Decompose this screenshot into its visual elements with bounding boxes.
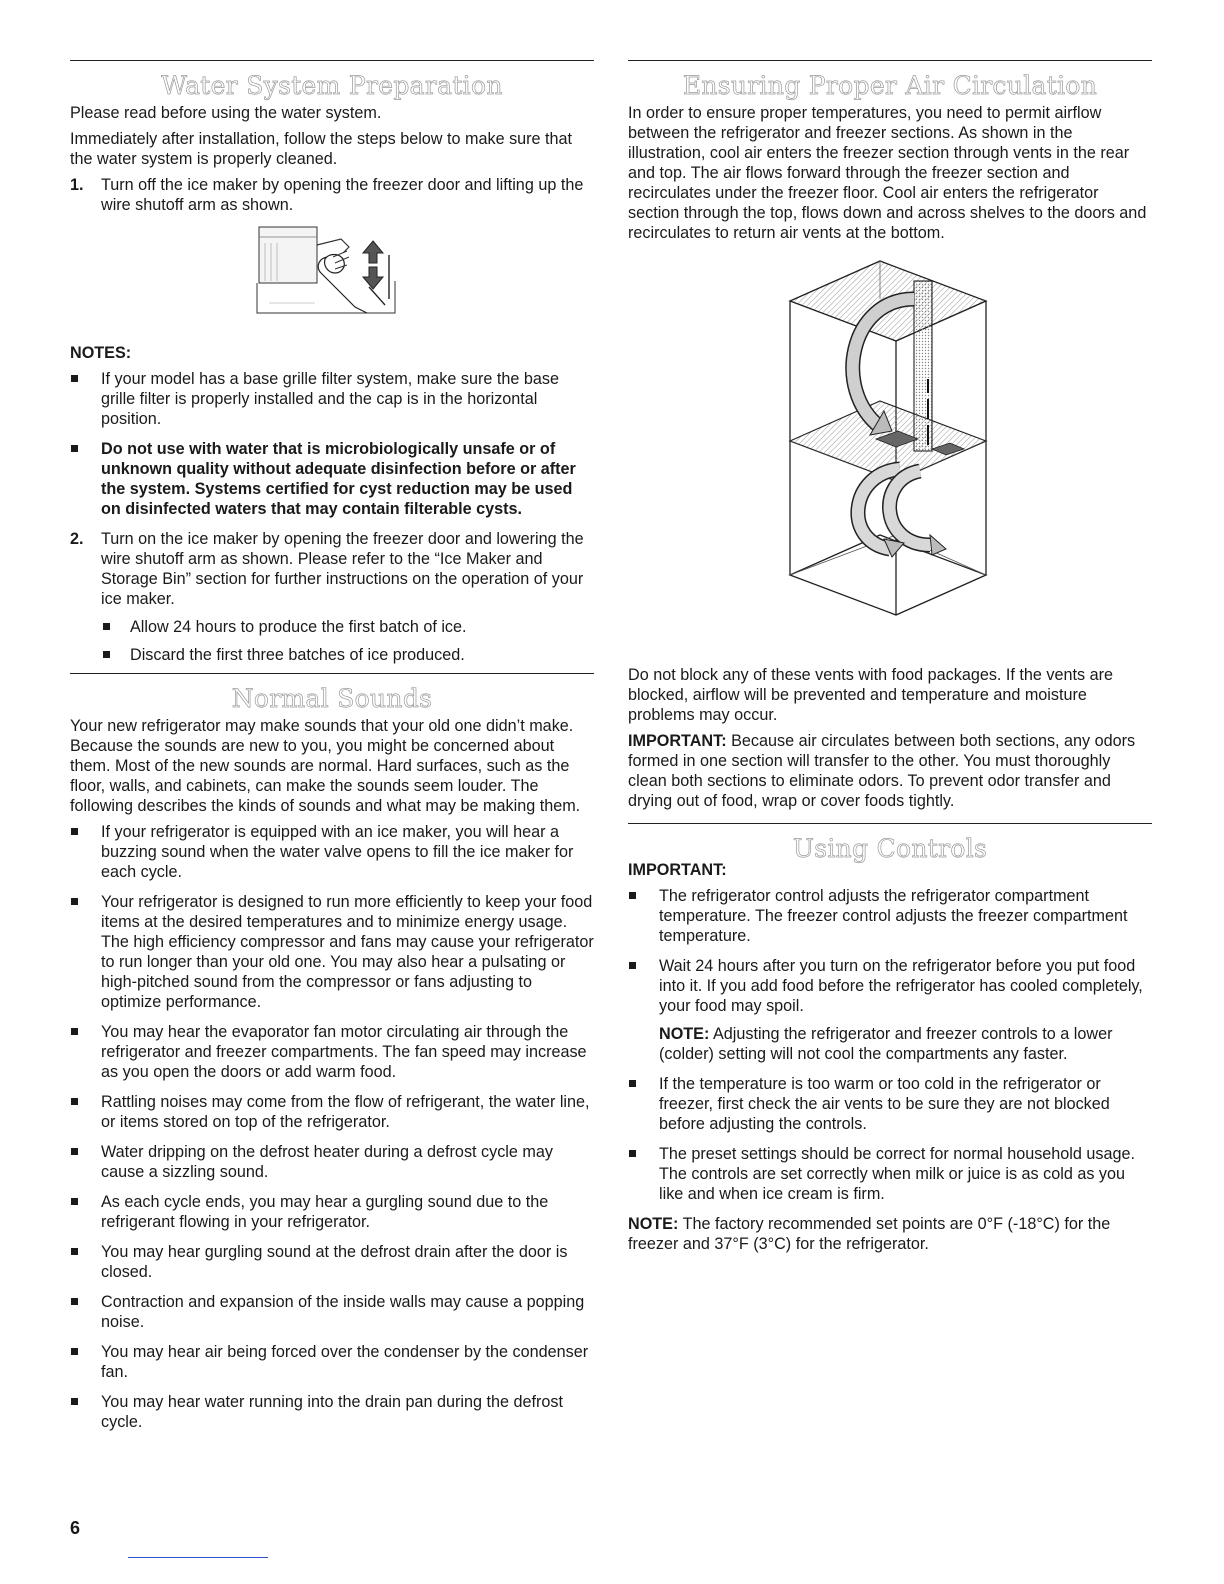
step-1-text: Turn off the ice maker by opening the freezer door and lifting up the wire shutoff arm as shown.: [101, 176, 584, 214]
normal-sounds-title: Normal Sounds: [231, 684, 433, 713]
controls-inner-note: [628, 1024, 1152, 1064]
step-2: [70, 529, 594, 665]
note-text: The factory recommended set points are 0°F (-18°C) for the freezer and 37°F (3°C) for the refrigerator.: [628, 1215, 1111, 1253]
ice-maker-illustration: [70, 223, 594, 333]
sound-item: You may hear air being forced over the condenser by the condenser fan.: [70, 1342, 594, 1382]
water-steps-continued: [70, 529, 594, 665]
sound-item: You may hear the evaporator fan motor circulating air through the refrigerator and freezer compartments. The fan speed may increase as you open the doors or add warm food.: [70, 1022, 594, 1082]
sound-item: Water dripping on the defrost heater during a defrost cycle may cause a sizzling sound.: [70, 1142, 594, 1182]
sound-item: You may hear gurgling sound at the defrost drain after the door is closed.: [70, 1242, 594, 1282]
notes-list: [70, 369, 594, 519]
air-after-text: Do not block any of these vents with food packages. If the vents are blocked, airflow will be prevented and temperature and moisture problems may occur.: [628, 666, 1114, 724]
step-1-number: 1.: [70, 176, 84, 194]
section-rule: [628, 60, 1152, 61]
sound-item: If your refrigerator is equipped with an ice maker, you will hear a buzzing sound when the water valve opens to fill the ice maker for each cycle.: [70, 822, 594, 882]
sounds-intro: Your new refrigerator may make sounds that your old one didn’t make. Because the sounds are new to you, you might be concerned about them. Most of the new sounds are normal. Hard surfaces, such as the floor, walls, and cabinets, can make the sounds seem louder. The following describes the kinds of sounds and what may be making them.: [70, 717, 581, 815]
footer-rule: [128, 1557, 268, 1558]
sound-item: Contraction and expansion of the inside walls may cause a popping noise.: [70, 1292, 594, 1332]
water-intro-1: Please read before using the water system.: [70, 104, 382, 122]
important-text: Because air circulates between both sections, any odors formed in one section will transfer to the other. You must thoroughly clean both sections to eliminate odors. To prevent odor transfer and drying out of food, wrap or cover foods tightly.: [628, 732, 1136, 810]
sound-item: Rattling noises may come from the flow of refrigerant, the water line, or items stored on top of the refrigerator.: [70, 1092, 594, 1132]
refrigerator-airflow-diagram-icon: [780, 259, 1000, 655]
controls-list-continued: [628, 1074, 1152, 1204]
sound-item: As each cycle ends, you may hear a gurgling sound due to the refrigerant flowing in your refrigerator.: [70, 1192, 594, 1232]
ice-maker-shutoff-arm-icon: [255, 223, 405, 333]
controls-item: If the temperature is too warm or too cold in the refrigerator or freezer, first check the air vents to be sure they are not blocked before adjusting the controls.: [628, 1074, 1152, 1134]
water-steps: [70, 175, 594, 215]
controls-important-heading: IMPORTANT:: [628, 861, 727, 879]
section-rule: [70, 60, 594, 61]
air-circulation-title: Ensuring Proper Air Circulation: [682, 71, 1098, 100]
using-controls-title: Using Controls: [792, 834, 988, 863]
section-rule: [628, 823, 1152, 824]
page-number: 6: [70, 1518, 81, 1538]
water-intro-2: Immediately after installation, follow the steps below to make sure that the water system is properly cleaned.: [70, 130, 573, 168]
note-text: Adjusting the refrigerator and freezer controls to a lower (colder) setting will not cool the compartments any faster.: [659, 1025, 1113, 1063]
air-important: [628, 731, 1152, 811]
controls-item: The preset settings should be correct for normal household usage. The controls are set correctly when milk or juice is as cold as you like and when ice cream is firm.: [628, 1144, 1152, 1204]
step-2-text: Turn on the ice maker by opening the freezer door and lowering the wire shutoff arm as shown. Please refer to the “Ice Maker and Storage Bin” section for further instructions on the operation of your ice maker.: [101, 530, 584, 608]
sound-item: You may hear water running into the drain pan during the defrost cycle.: [70, 1392, 594, 1432]
sub-bullet-item: Allow 24 hours to produce the first batch of ice.: [101, 617, 594, 637]
step-1: [70, 175, 594, 215]
controls-item: The refrigerator control adjusts the refrigerator compartment temperature. The freezer control adjusts the freezer compartment temperature.: [628, 886, 1152, 946]
step-2-sublist: [101, 617, 594, 665]
controls-list: [628, 886, 1152, 1016]
important-label: IMPORTANT:: [628, 732, 727, 750]
controls-item: Wait 24 hours after you turn on the refrigerator before you put food into it. If you add food before the refrigerator has cooled completely, your food may spoil.: [628, 956, 1152, 1016]
air-intro: In order to ensure proper temperatures, you need to permit airflow between the refrigerator and freezer sections. As shown in the illustration, cool air enters the freezer section through vents in the rear and top. The air flows forward through the freezer section and recirculates under the freezer floor. Cool air enters the refrigerator section through the top, flows down and across shelves to the doors and recirculates to return air vents at the bottom.: [628, 104, 1147, 242]
air-circulation-illustration: [628, 259, 1152, 655]
water-system-title: Water System Preparation: [161, 71, 503, 100]
notes-heading: NOTES:: [70, 344, 132, 362]
sound-item: Your refrigerator is designed to run more efficiently to keep your food items at the desired temperatures and to minimize energy usage. The high efficiency compressor and fans may cause your refrigerator to run longer than your old one. You may also hear a pulsating or high-pitched sound from the compressor or fans adjusting to optimize performance.: [70, 892, 594, 1012]
section-rule: [70, 673, 594, 674]
note-item-warning: Do not use with water that is microbiologically unsafe or of unknown quality without adequate disinfection before or after the system. Systems certified for cyst reduction may be used on disinfected waters that may contain filterable cysts.: [70, 439, 594, 519]
left-column: [70, 60, 594, 1442]
note-label: NOTE:: [659, 1025, 710, 1043]
sounds-list: [70, 822, 594, 1432]
note-item: If your model has a base grille filter system, make sure the base grille filter is properly installed and the cap is in the horizontal position.: [70, 369, 594, 429]
step-2-number: 2.: [70, 530, 84, 548]
note-label: NOTE:: [628, 1215, 679, 1233]
sub-bullet-item: Discard the first three batches of ice produced.: [101, 645, 594, 665]
right-column: [628, 60, 1152, 1260]
controls-final-note: [628, 1214, 1152, 1254]
